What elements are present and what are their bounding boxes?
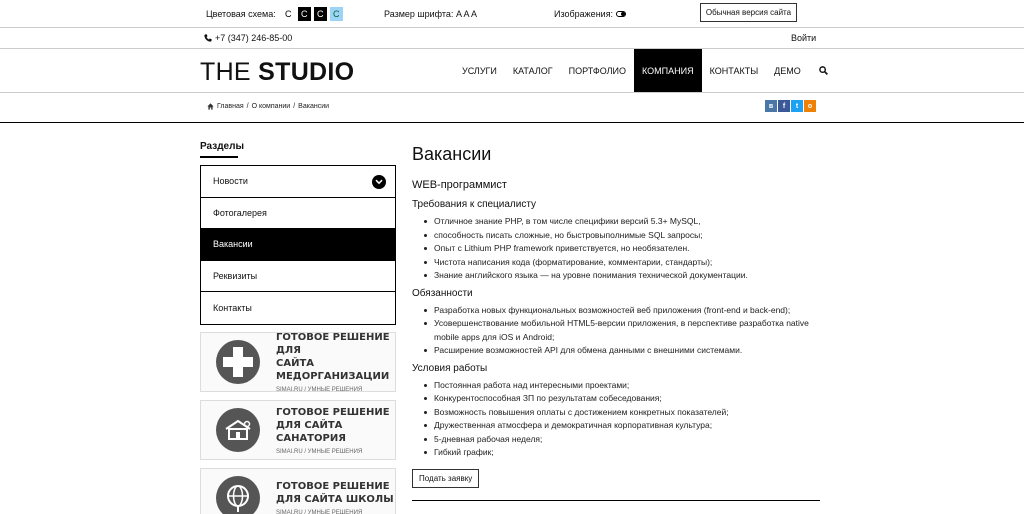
banner-title-line1: ГОТОВОЕ РЕШЕНИЕ bbox=[276, 481, 390, 492]
nav-item-portfolio[interactable]: ПОРТФОЛИО bbox=[568, 65, 627, 76]
breadcrumb-separator: / bbox=[293, 103, 296, 110]
list-item: Разработка новых функциональных возможностей веб приложения (front-end и back-end); bbox=[412, 304, 822, 318]
sidebar-item-label: Фотогалерея bbox=[213, 207, 267, 218]
nav-item-demo[interactable]: ДЕМО bbox=[774, 65, 801, 76]
banner-medical[interactable] bbox=[200, 332, 396, 392]
sidebar-item-requisites[interactable] bbox=[201, 261, 395, 293]
list-item: Расширение возможностей API для обмена данными с внешними системами. bbox=[412, 344, 822, 358]
banner-sanatorium[interactable] bbox=[200, 400, 396, 460]
list-item: Усовершенствование мобильной HTML5-версии приложения, в перспективе разработка native mobile apps для iOS и Android; bbox=[412, 317, 822, 344]
breadcrumb-about[interactable]: О компании bbox=[251, 103, 291, 110]
list-item: Возможность повышения оплаты с достижением конкретных показателей; bbox=[412, 406, 822, 420]
banner-title-line1: ГОТОВОЕ РЕШЕНИЕ ДЛЯ bbox=[276, 332, 390, 356]
requirements-list bbox=[412, 215, 822, 283]
accessibility-bar bbox=[0, 0, 1024, 28]
list-item: способность писать сложные, но быстровыполнимые SQL запросы; bbox=[412, 229, 822, 243]
twitter-icon[interactable]: t bbox=[791, 100, 803, 112]
font-size-selector bbox=[384, 9, 477, 19]
sidebar-title: Разделы bbox=[200, 141, 244, 152]
school-globe-icon bbox=[216, 476, 260, 514]
sidebar-item-gallery[interactable] bbox=[201, 198, 395, 230]
phone-number: +7 (347) 246-85-00 bbox=[215, 33, 293, 43]
breadcrumb bbox=[207, 103, 329, 110]
section-heading-requirements: Требования к специалисту bbox=[412, 199, 537, 210]
breadcrumb-bar bbox=[0, 93, 1024, 123]
nav-search-button[interactable] bbox=[809, 49, 839, 92]
color-scheme-black[interactable]: C bbox=[298, 7, 311, 21]
odnoklassniki-icon[interactable]: о bbox=[804, 100, 816, 112]
sidebar-menu bbox=[200, 165, 396, 325]
sanatorium-icon bbox=[216, 408, 260, 452]
banner-title-line1: ГОТОВОЕ РЕШЕНИЕ bbox=[276, 406, 390, 418]
list-item: Гибкий график; bbox=[412, 446, 822, 460]
list-item: Чистота написания кода (форматирование, комментарии, стандарты); bbox=[412, 256, 822, 270]
job-title: WEB-программист bbox=[412, 179, 507, 191]
images-toggle[interactable] bbox=[616, 11, 626, 17]
nav-item-contacts[interactable]: КОНТАКТЫ bbox=[709, 65, 759, 76]
section-heading-conditions: Условия работы bbox=[412, 362, 488, 374]
breadcrumb-separator: / bbox=[246, 103, 249, 110]
banner-source: SIMAI.RU / УМНЫЕ РЕШЕНИЯ bbox=[276, 510, 363, 514]
banner-title-line2: САЙТА МЕДОРГАНИЗАЦИИ bbox=[276, 358, 390, 382]
nav-item-company[interactable]: КОМПАНИЯ bbox=[634, 49, 702, 92]
facebook-icon[interactable]: f bbox=[778, 100, 790, 112]
banner-school[interactable] bbox=[200, 468, 396, 514]
sidebar-item-label: Реквизиты bbox=[213, 271, 258, 282]
duties-list bbox=[412, 304, 822, 358]
list-item: 5-дневная рабочая неделя; bbox=[412, 433, 822, 447]
sidebar-title-underline bbox=[200, 156, 238, 158]
color-scheme-blue[interactable]: C bbox=[330, 7, 343, 21]
nav-item-catalog[interactable]: КАТАЛОГ bbox=[512, 65, 553, 76]
vk-icon[interactable]: в bbox=[765, 100, 777, 112]
sidebar-item-label: Вакансии bbox=[213, 239, 253, 250]
list-item: Отличное знание PHP, в том числе специфики версий 5.3+ MySQL, bbox=[412, 215, 822, 229]
sidebar-item-label: Новости bbox=[213, 176, 248, 187]
color-scheme-white[interactable]: C bbox=[282, 7, 295, 21]
images-label: Изображения: bbox=[554, 9, 614, 19]
page-title: Вакансии bbox=[412, 144, 492, 164]
font-size-label: Размер шрифта: bbox=[384, 9, 454, 19]
sidebar-item-news[interactable] bbox=[201, 166, 395, 198]
sidebar-item-contacts[interactable] bbox=[201, 292, 395, 324]
main-nav bbox=[454, 49, 839, 92]
banner-source: SIMAI.RU / УМНЫЕ РЕШЕНИЯ bbox=[276, 448, 363, 455]
phone-link[interactable] bbox=[204, 33, 292, 43]
apply-button[interactable]: Подать заявку bbox=[412, 469, 479, 488]
content-divider bbox=[412, 500, 820, 501]
home-icon bbox=[207, 103, 214, 110]
logo-text-bold: STUDIO bbox=[258, 58, 355, 86]
chevron-down-icon[interactable] bbox=[372, 175, 386, 189]
font-size-options[interactable]: A A A bbox=[455, 9, 477, 19]
banner-title-line2: ДЛЯ САЙТА ШКОЛЫ bbox=[276, 494, 394, 505]
phone-icon bbox=[204, 34, 212, 42]
section-heading-duties: Обязанности bbox=[412, 287, 473, 299]
images-toggle-group bbox=[554, 9, 626, 19]
breadcrumb-current: Вакансии bbox=[298, 103, 330, 110]
list-item: Опыт с Lithium PHP framework приветствуется, но необязателен. bbox=[412, 242, 822, 256]
color-scheme-dark[interactable]: C bbox=[314, 7, 327, 21]
site-logo[interactable] bbox=[200, 59, 354, 85]
sidebar-item-vacancies[interactable] bbox=[201, 229, 395, 261]
nav-item-services[interactable]: УСЛУГИ bbox=[462, 65, 497, 76]
list-item: Дружественная атмосфера и демократичная корпоративная культура; bbox=[412, 419, 822, 433]
color-scheme-label: Цветовая схема: bbox=[206, 9, 276, 19]
top-info-bar bbox=[0, 28, 1024, 49]
main-content bbox=[412, 143, 822, 488]
normal-version-button[interactable]: Обычная версия сайта bbox=[700, 3, 797, 22]
medical-cross-icon bbox=[216, 340, 260, 384]
logo-text-light: THE bbox=[200, 58, 259, 86]
login-link[interactable]: Войти bbox=[791, 33, 817, 43]
social-share bbox=[765, 100, 816, 112]
list-item: Постоянная работа над интересными проектами; bbox=[412, 379, 822, 393]
color-scheme-selector bbox=[206, 7, 343, 21]
banner-title-line2: ДЛЯ САЙТА САНАТОРИЯ bbox=[276, 419, 346, 444]
breadcrumb-home[interactable]: Главная bbox=[217, 103, 244, 110]
site-header bbox=[0, 49, 1024, 93]
banner-source: SIMAI.RU / УМНЫЕ РЕШЕНИЯ bbox=[276, 387, 363, 393]
sidebar-item-label: Контакты bbox=[213, 303, 252, 314]
conditions-list bbox=[412, 379, 822, 460]
search-icon bbox=[819, 66, 828, 75]
list-item: Знание английского языка — на уровне понимания технической документации. bbox=[412, 269, 822, 283]
list-item: Конкурентоспособная ЗП по результатам собеседования; bbox=[412, 392, 822, 406]
